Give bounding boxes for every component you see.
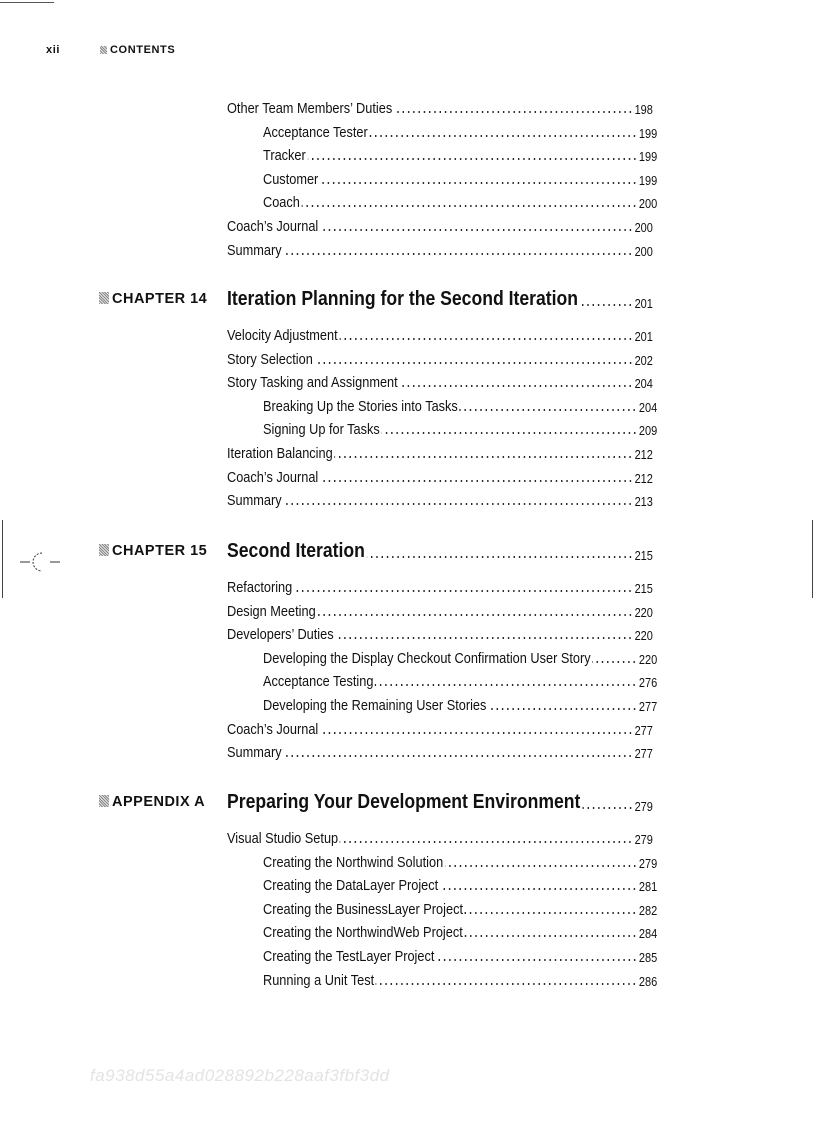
toc-subentry [263,418,657,438]
chapter-heading [227,537,653,563]
toc-entry-title: Developers’ Duties [227,627,334,644]
toc-page-number: 284 [638,927,658,942]
dot-leader [302,205,637,207]
toc-page-number: 212 [634,471,653,486]
dot-leader [308,158,638,160]
chapter-title: Iteration Planning for the Second Iteration [227,288,579,310]
toc-entry [227,489,653,509]
toc-entry [227,576,653,596]
chapter-label-text: APPENDIX A [112,794,206,810]
toc-subentry [263,647,657,667]
toc-subentry [263,969,657,989]
shade-marker-icon [99,292,109,304]
dot-leader [436,959,637,961]
dot-leader [394,111,633,113]
toc-entry-title: Creating the BusinessLayer Project [263,901,464,918]
toc-entry-title: Developing the Display Checkout Confirmation User Story [263,650,591,667]
toc-page-number: 277 [638,700,658,714]
chapter-label [99,543,207,559]
toc-page-number: 276 [638,676,658,691]
toc-subentry [263,694,657,714]
dot-leader [335,637,632,639]
toc-subentry [263,874,657,894]
dot-leader [283,253,632,255]
toc-subentry [263,898,657,918]
toc-entry [227,466,653,486]
dot-leader [334,456,632,458]
toc-page-number: 199 [638,173,658,188]
toc-page-number: 286 [638,974,658,989]
dot-leader [315,362,633,364]
toc-page-number: 277 [634,747,653,762]
toc-entry [227,741,653,761]
toc-subentry [263,670,657,690]
toc-page-number: 212 [634,448,653,462]
dot-leader [340,841,633,843]
toc-page-number: 279 [634,833,653,847]
toc-subentry [263,921,657,941]
toc-entry-title: Acceptance Tester [263,124,368,141]
toc-subentry [263,191,657,211]
page-edge-right [812,520,813,598]
toc-entry-title: Summary [227,493,282,510]
dot-leader [376,983,637,985]
toc-page-number: 204 [638,400,658,415]
toc-page-number: 199 [638,150,658,165]
toc-page-number: 213 [634,495,653,510]
toc-entry-title: Velocity Adjustment [227,328,338,344]
toc-entry-title: Creating the DataLayer Project [263,878,439,895]
toc-entry [227,827,653,847]
page-number: xii [46,44,61,56]
toc-page-number: 204 [634,377,653,392]
toc-entry-title: Acceptance Testing [263,674,374,691]
dot-leader [320,732,633,734]
toc-subentry [263,945,657,965]
toc-page-number: 220 [638,652,658,667]
toc-page-number: 220 [634,629,653,644]
toc-subentry [263,168,657,188]
toc-page-number: 200 [634,221,653,235]
toc-entry-title: Tracker [263,148,306,165]
toc-entry-title: Summary [227,745,282,762]
toc-entry [227,718,653,738]
toc-entry-title: Story Tasking and Assignment [227,375,398,392]
chapter-label-text: CHAPTER 15 [112,543,208,559]
toc-entry-title: Coach’s Journal [227,721,319,738]
dot-leader [399,385,632,387]
toc-entry [227,442,653,462]
toc-page-number: 199 [638,126,658,141]
dot-leader [294,590,633,592]
toc-entry [227,239,653,259]
dot-leader [592,661,637,663]
toc-entry-title: Creating the NorthwindWeb Project [263,925,463,942]
toc-entry-title: Design Meeting [227,603,316,620]
toc-subentry [263,121,657,141]
toc-subentry [263,144,657,164]
toc-page-number: 215 [634,582,653,596]
toc-entry-title: Iteration Balancing [227,446,333,462]
running-head-section: CONTENTS [110,44,176,56]
toc-page-number: 201 [634,330,653,344]
chapter-label [99,291,207,307]
registration-mark-icon [20,550,64,574]
dot-leader [320,229,633,231]
chapter-label-text: CHAPTER 14 [112,291,208,307]
dot-leader [320,182,637,184]
toc-page-number: 281 [638,880,658,895]
dot-leader [460,409,638,411]
toc-entry [227,97,653,117]
toc-entry-title: Story Selection [227,351,313,368]
dot-leader [580,304,633,306]
toc-entry-title: Coach’s Journal [227,219,319,235]
dot-leader [465,912,637,914]
page-edge-left [2,520,3,598]
toc-entry-title: Summary [227,242,282,259]
toc-entry [227,348,653,368]
toc-page-number: 202 [634,353,653,368]
chapter-page-number: 201 [634,297,653,311]
dot-leader [465,935,638,937]
dot-leader [582,807,633,809]
toc-page-number: 200 [638,197,658,212]
toc-page-number: 279 [638,856,658,871]
toc-entry-title: Breaking Up the Stories into Tasks [263,398,458,415]
toc-entry-title: Developing the Remaining User Stories [263,698,487,714]
dot-leader [339,338,632,340]
toc-entry [227,324,653,344]
dot-leader [382,432,638,434]
chapter-label [99,794,205,810]
crop-mark-top [0,2,54,3]
chapter-title: Preparing Your Development Environment [227,791,581,813]
watermark: fa938d55a4ad028892b228aaf3fbf3dd [90,1066,390,1085]
toc-page-number: 285 [638,951,658,965]
toc-entry-title: Creating the TestLayer Project [263,949,435,965]
toc-entry-title: Refactoring [227,580,293,596]
toc-entry-title: Other Team Members’ Duties [227,101,393,117]
toc-entry-title: Coach [263,195,300,212]
toc-page-number: 277 [634,723,653,738]
toc-entry-title: Running a Unit Test [263,972,375,989]
dot-leader [440,888,637,890]
toc-page-number: 200 [634,244,653,259]
toc-entry [227,623,653,643]
shade-marker-icon [99,544,109,556]
toc-subentry [263,851,657,871]
dot-leader [283,755,632,757]
dot-leader [488,708,637,710]
chapter-heading [227,285,653,311]
toc-page-number: 198 [634,103,653,117]
toc-entry [227,600,653,620]
toc-entry-title: Creating the Northwind Solution [263,854,444,871]
chapter-page-number: 279 [634,800,653,814]
chapter-title: Second Iteration [227,540,365,562]
dot-leader [283,503,632,505]
toc-entry-title: Customer [263,171,319,188]
running-head-title [100,44,175,56]
toc-entry-title: Coach’s Journal [227,469,319,486]
toc-entry-title: Signing Up for Tasks [263,422,380,439]
chapter-page-number: 215 [634,549,653,563]
dot-leader [317,614,632,616]
dot-leader [320,480,633,482]
toc-entry-title: Visual Studio Setup [227,831,339,847]
shade-marker-icon [100,46,107,54]
shade-marker-icon [99,795,109,807]
toc-page-number: 282 [638,903,658,918]
toc-entry [227,215,653,235]
dot-leader [370,135,638,137]
chapter-heading [227,788,653,814]
toc-entry [227,371,653,391]
dot-leader [445,865,637,867]
toc-page-number: 220 [634,605,653,620]
dot-leader [375,684,637,686]
toc-subentry [263,395,657,415]
dot-leader [367,556,633,558]
toc-page-number: 209 [638,424,658,439]
